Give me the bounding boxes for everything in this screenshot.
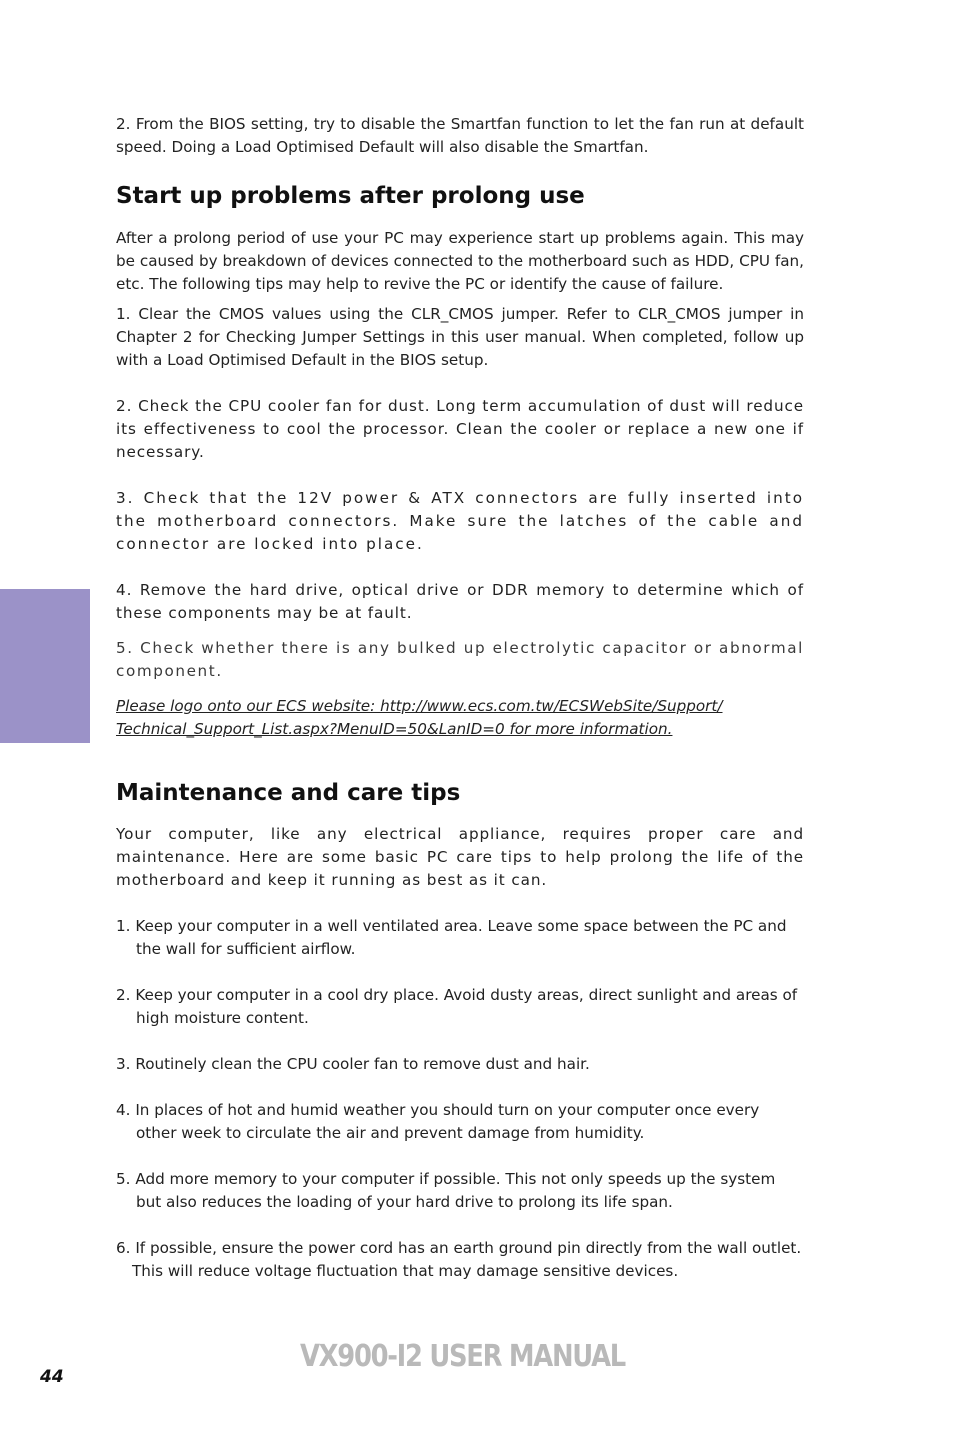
startup-item-5: 5. Check whether there is any bulked up electrolytic capacitor or abnormal component.	[116, 639, 805, 680]
page-content	[116, 113, 804, 1283]
startup-item-1: 1. Clear the CMOS values using the CLR_CMOS jumper. Refer to CLR_CMOS jumper in Chapter 2 for Checking Jumper Settings in this user manual. When completed, follow up with a Load Optimised Default in the BIOS setup.	[116, 305, 804, 369]
maintenance-item-5: 5. Add more memory to your computer if possible. This not only speeds up the system but also reduces the loading of your hard drive to prolong its life span.	[116, 1170, 776, 1211]
manual-title: VX900-I2 USER MANUAL	[300, 1339, 625, 1374]
maintenance-item-3: 3. Routinely clean the CPU cooler fan to remove dust and hair.	[116, 1055, 590, 1073]
intro-paragraph-2: 2. From the BIOS setting, try to disable the Smartfan function to let the fan run at default speed. Doing a Load Optimised Default will also disable the Smartfan.	[116, 115, 804, 156]
startup-item-3: 3. Check that the 12V power & ATX connectors are fully inserted into the motherboard connectors. Make sure the latches of the cable and connector are locked into place.	[116, 489, 804, 553]
startup-item-4: 4. Remove the hard drive, optical drive or DDR memory to determine which of these components may be at fault.	[116, 581, 804, 622]
ecs-website-link-line-1[interactable]: Please logo onto our ECS website: http://www.ecs.com.tw/ECSWebSite/Support/	[116, 697, 723, 715]
chapter-side-tab	[0, 589, 90, 743]
startup-intro-paragraph: After a prolong period of use your PC may experience start up problems again. This may be caused by breakdown of devices connected to the motherboard such as HDD, CPU fan, etc. The following tips may help to revive the PC or identify the cause of failure.	[116, 229, 804, 293]
ecs-website-link-line-2[interactable]: Technical_Support_List.aspx?MenuID=50&LanID=0 for more information.	[116, 720, 673, 738]
maintenance-item-2: 2. Keep your computer in a cool dry place. Avoid dusty areas, direct sunlight and areas of high moisture content.	[116, 986, 798, 1027]
maintenance-item-4: 4. In places of hot and humid weather you should turn on your computer once every other week to circulate the air and prevent damage from humidity.	[116, 1101, 760, 1142]
startup-item-2: 2. Check the CPU cooler fan for dust. Long term accumulation of dust will reduce its effectiveness to cool the processor. Clean the cooler or replace a new one if necessary.	[116, 397, 804, 461]
section-heading-maintenance: Maintenance and care tips	[116, 780, 461, 806]
maintenance-item-1: 1. Keep your computer in a well ventilated area. Leave some space between the PC and the wall for sufficient airflow.	[116, 917, 787, 958]
page-number: 44	[40, 1367, 64, 1387]
maintenance-intro-paragraph: Your computer, like any electrical appliance, requires proper care and maintenance. Here are some basic PC care tips to help prolong the life of the motherboard and keep it running as best as it can.	[116, 825, 804, 889]
section-heading-startup: Start up problems after prolong use	[116, 183, 585, 209]
maintenance-item-6: 6. If possible, ensure the power cord has an earth ground pin directly from the wall outlet. This will reduce voltage fluctuation that may damage sensitive devices.	[116, 1239, 802, 1280]
